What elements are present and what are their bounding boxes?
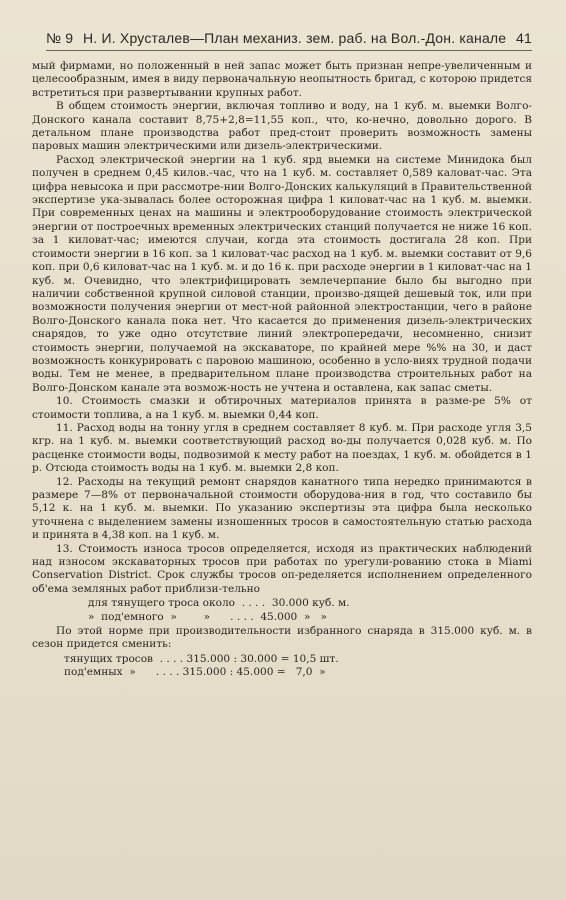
paragraph-item-13: 13. Стоимость износа тросов определяется, исходя из практических наблюдений над износом экскаваторных тросов при работах по урегули-рованию стока в Miami Conservation District. Срок службы тросов оп-ределяется исполнением определенного об'ема земляных работ приблизи-тельно — [32, 542, 532, 595]
table-row: под'емных » . . . . 315.000 : 45.000 = 7,0 » — [64, 666, 326, 679]
running-header — [46, 30, 532, 51]
page-folio: 41 — [516, 30, 532, 46]
paragraph-continued: мый фирмами, но положенный в ней запас может быть признан непре-увеличенным и целесообразным, имея в виду первоначальную неопытность бригад, с которою придется встретиться при развертывании крупных работ. — [32, 60, 532, 99]
body-text — [32, 60, 532, 680]
rope-norm-table — [32, 597, 532, 624]
paragraph-item-10: 10. Стоимость смазки и обтирочных материалов принята в разме-ре 5% от стоимости топлива, а на 1 куб. м. выемки 0,44 коп. — [32, 395, 532, 421]
running-title: Н. И. Хрусталев—План механиз. зем. раб. на Вол.-Дон. канале — [83, 30, 507, 46]
paragraph-energy-cost: В общем стоимость энергии, включая топливо и воду, на 1 куб. м. выемки Волго-Донского канала составит 8,75+2,8=11,55 коп., что, ко-нечно, довольно дорого. В детальном плане производства работ пред-стоит проверить возможность замены паровых машин электрическими или дизель-электрическими. — [32, 100, 532, 153]
page-number: № 9 — [46, 30, 74, 46]
paragraph-item-12: 12. Расходы на текущий ремонт снарядов канатного типа нередко принимаются в размере 7—8% от первоначальной стоимости оборудова-ния в год, что составило бы 5,12 к. на 1 куб. м. выемки. По указанию экспертизы эта цифра была несколько уточнена с выделением замены изношенных тросов в самостоятельную статью расхода и принята в 4,38 коп. на 1 куб. м. — [32, 475, 532, 542]
rope-replacement-table — [32, 653, 532, 680]
table-row: » под'емного » » . . . . 45.000 » » — [88, 610, 327, 623]
table-row: тянущих тросов . . . . 315.000 : 30.000 = 10,5 шт. — [64, 652, 339, 665]
table-row: для тянущего троса около . . . . 30.000 куб. м. — [88, 597, 350, 610]
paragraph-item-11: 11. Расход воды на тонну угля в среднем составляет 8 куб. м. При расходе угля 3,5 кгр. на 1 куб. м. выемки соответствующий расход во-ды получается 0,028 куб. м. По расценке стоимости воды, подвозимой к месту работ на поездах, 1 куб. м. обойдется в 1 р. Отсюда стоимость воды на 1 куб. м. выемки 2,8 коп. — [32, 421, 532, 475]
paragraph-electric-energy: Расход электрической энергии на 1 куб. ярд выемки на системе Минидока был получен в среднем 0,45 килов.-час, что на 1 куб. м. составляет 0,589 каловат-час. Эта цифра невысока и при рассмотре-нии Волго-Донских калькуляций в Правительственной экспертизе ука-зывалась более осторожная цифра 1 киловат-час на 1 куб. м. выемки. При современных ценах на машины и электрооборудование стоимость электрической энергии от построечных временных электрических станций получается не ниже 16 коп. за 1 киловат-час; имеются случаи, когда эта стоимость достигала 28 коп. При стоимости энергии в 16 коп. за 1 киловат-час расход на 1 куб. м. выемки составит от 9,6 коп. при 0,6 киловат-час на 1 куб. м. и до 16 к. при расходе энергии в 1 киловат-час на 1 куб. м. Очевидно, что электрифицировать землечерпание было бы выгодно при наличии собственной крупной силовой станции, произво-дящей дешевый ток, или при возможности получения энергии от мест-ной районной электростанции, чего в районе Волго-Донского канала пока нет. Что касается до применения дизель-электрических снарядов, то уже одно отсутствие линий электропередачи, несомненно, снизит стоимость энергии, получаемой на экскаваторе, по крайней мере %% на 30, и даст возможность конкурировать с паровою машиною, особенно в усло-виях трудной подачи воды. Тем не менее, в предварительном плане производства строительных работ на Волго-Донском канале эта возмож-ность не учтена и оставлена, как запас сметы. — [32, 153, 532, 394]
paragraph-norm: По этой норме при производительности избранного снаряда в 315.000 куб. м. в сезон придется сменить: — [32, 625, 532, 651]
